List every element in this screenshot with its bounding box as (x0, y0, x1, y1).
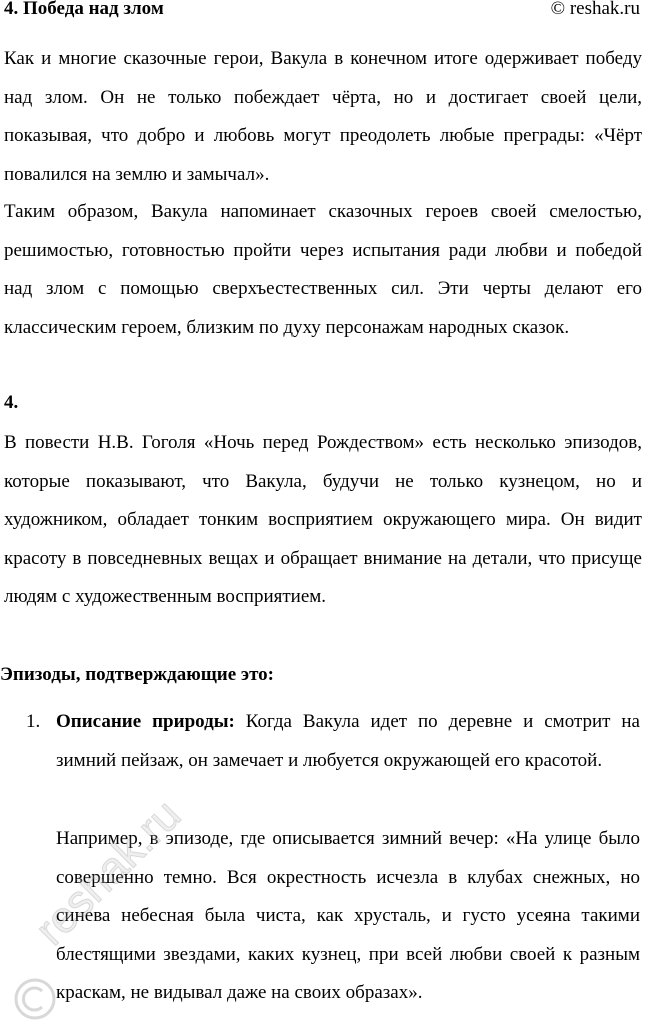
list-item-body: Когда Вакула идет по деревне и смотрит на зимний пейзаж, он замечает и любуется окружающей его красотой. (56, 711, 640, 771)
list-item-text (56, 703, 640, 780)
paragraph-artist-perception: В повести Н.В. Гоголя «Ночь перед Рождеством» есть несколько эпизодов, которые показывают, что Вакула, будучи не только кузнецом, но и художником, обладает тонким восприятием окружающего мира. Он видит красоту в повседневных вещах и обращает внимание на детали, что присуще людям с художественным восприятием. (4, 432, 642, 608)
copyright-notice: © reshak.ru (550, 0, 640, 19)
example-paragraph: Например, в эпизоде, где описывается зимний вечер: «На улице было совершенно темно. Вся окрестность исчезла в клубах снежных, но синева небесная была чиста, как хрусталь, и густо усеяна такими блестящими звездами, каких кузнец, при всей любви своей к разным краскам, не видывал даже на своих образах». (56, 828, 640, 1004)
page-header (0, 0, 646, 24)
paragraph-conclusion: Таким образом, Вакула напоминает сказочных героев своей смелостью, решимостью, готовностью пройти через испытания ради любви и победой над злом с помощью сверхъестественных сил. Эти черты делают его классическим героем, близким по духу персонажам народных сказок. (4, 201, 642, 338)
section-title: 4. Победа над злом (4, 0, 164, 19)
list-item-number: 1. (26, 711, 41, 732)
copyright-circle-icon (12, 976, 58, 1022)
paragraph-victory: Как и многие сказочные герои, Вакула в конечном итоге одерживает победу над злом. Он не только побеждает чёрта, но и достигает своей цели, показывая, что добро и любовь могут преодолеть любые преграды: «Чёрт повалился на землю и замычал». (4, 48, 642, 185)
list-item-title: Описание природы: (56, 711, 235, 732)
episodes-heading: Эпизоды, подтверждающие это: (0, 664, 275, 685)
watermark-text: reshak.ru (26, 790, 191, 955)
section-number-heading: 4. (4, 392, 19, 413)
